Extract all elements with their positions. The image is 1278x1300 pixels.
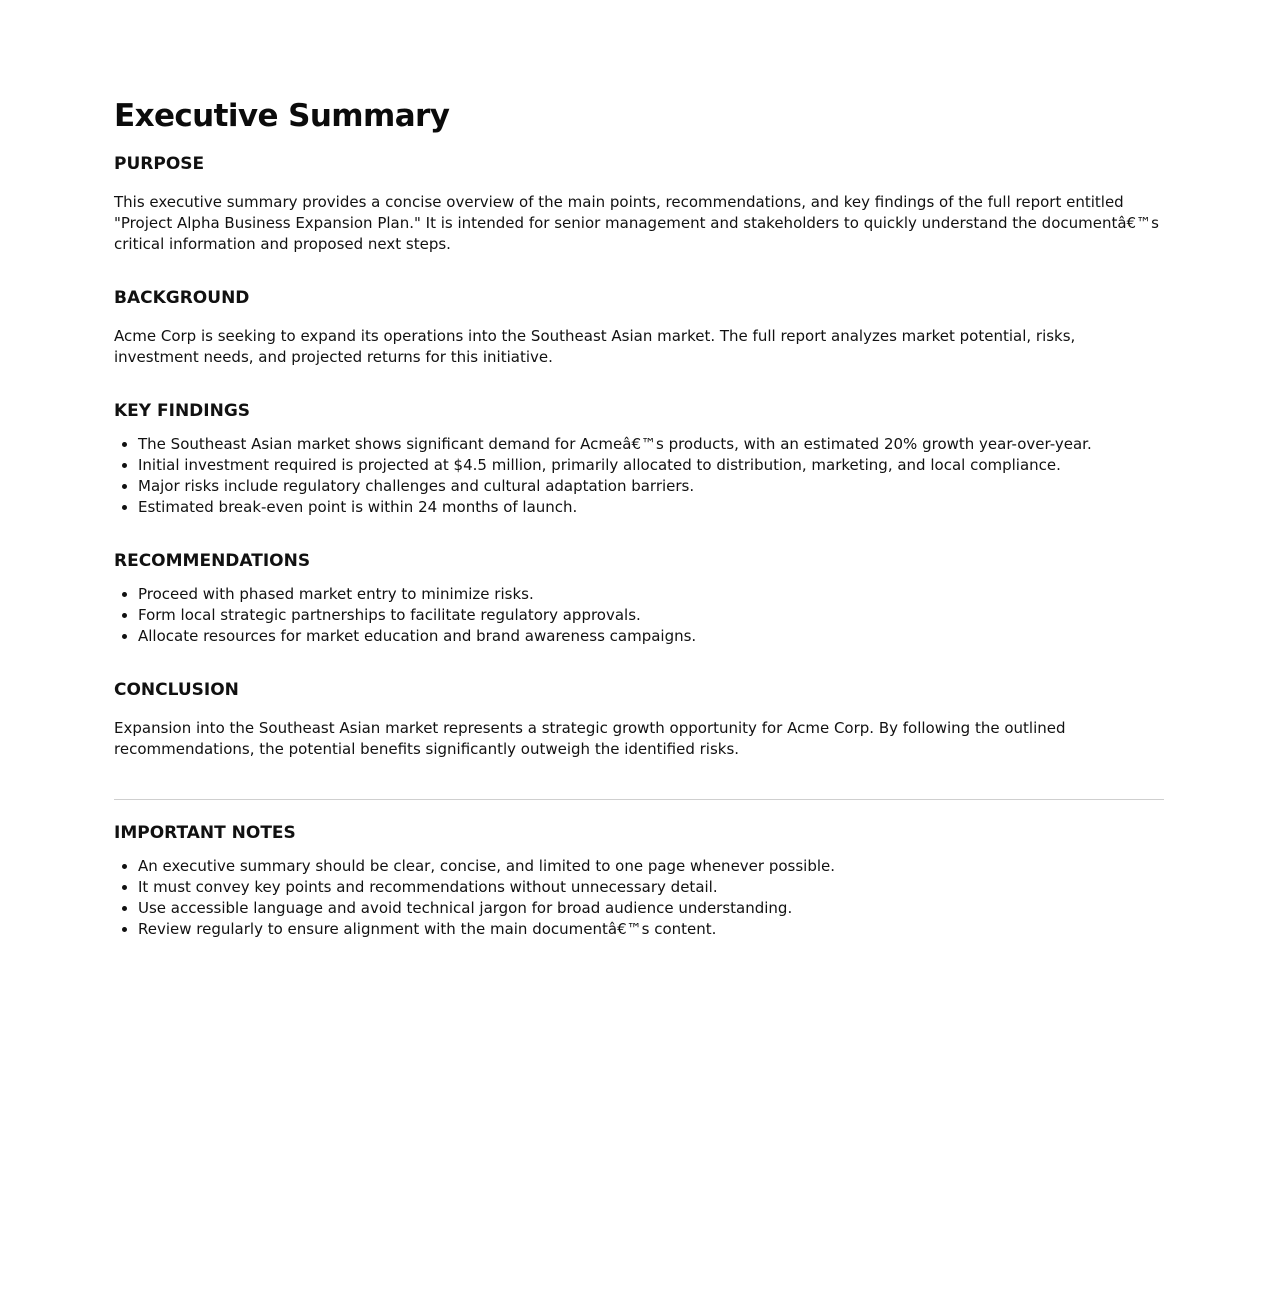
important-notes-section [114,822,1164,940]
key-finding-item: • Initial investment required is projected at $4.5 million, primarily allocated to distribution, marketing, and local compliance. [138,455,1164,476]
important-note-item: • It must convey key points and recommendations without unnecessary detail. [138,877,1164,898]
recommendation-item: • Proceed with phased market entry to minimize risks. [138,584,1164,605]
key-findings-heading: KEY FINDINGS [114,401,251,421]
important-notes-list [114,856,1164,940]
section-divider [114,799,1164,800]
purpose-heading: PURPOSE [114,154,205,174]
key-finding-item: • Estimated break-even point is within 24 months of launch. [138,497,1164,518]
recommendations-list [114,584,1164,647]
important-note-item: • Review regularly to ensure alignment with the main documentâ€™s content. [138,919,1164,940]
key-finding-item: • The Southeast Asian market shows significant demand for Acmeâ€™s products, with an estimated 20% growth year-over-year. [138,434,1164,455]
background-text: Acme Corp is seeking to expand its operations into the Southeast Asian market. The full report analyzes market potential, risks, investment needs, and projected returns for this initiative. [114,327,1076,366]
page-title: Executive Summary [114,98,450,134]
important-note-item: • Use accessible language and avoid technical jargon for broad audience understanding. [138,898,1164,919]
purpose-text: This executive summary provides a concise overview of the main points, recommendations, and key findings of the full report entitled "Project Alpha Business Expansion Plan." It is intended for senior management and stakeholders to quickly understand the documentâ€™s critical information and proposed next steps. [114,193,1159,253]
background-section [114,287,1164,368]
important-note-item: • An executive summary should be clear, concise, and limited to one page whenever possible. [138,856,1164,877]
conclusion-heading: CONCLUSION [114,680,239,700]
background-heading: BACKGROUND [114,288,250,308]
key-finding-item: • Major risks include regulatory challenges and cultural adaptation barriers. [138,476,1164,497]
key-findings-section [114,400,1164,518]
conclusion-text: Expansion into the Southeast Asian market represents a strategic growth opportunity for Acme Corp. By following the outlined recommendations, the potential benefits significantly outweigh the identified risks. [114,719,1066,758]
key-findings-list [114,434,1164,518]
recommendation-item: • Allocate resources for market education and brand awareness campaigns. [138,626,1164,647]
recommendations-heading: RECOMMENDATIONS [114,551,311,571]
important-notes-heading: IMPORTANT NOTES [114,823,296,843]
recommendations-section [114,550,1164,647]
recommendation-item: • Form local strategic partnerships to facilitate regulatory approvals. [138,605,1164,626]
conclusion-section [114,679,1164,760]
purpose-section [114,153,1164,255]
